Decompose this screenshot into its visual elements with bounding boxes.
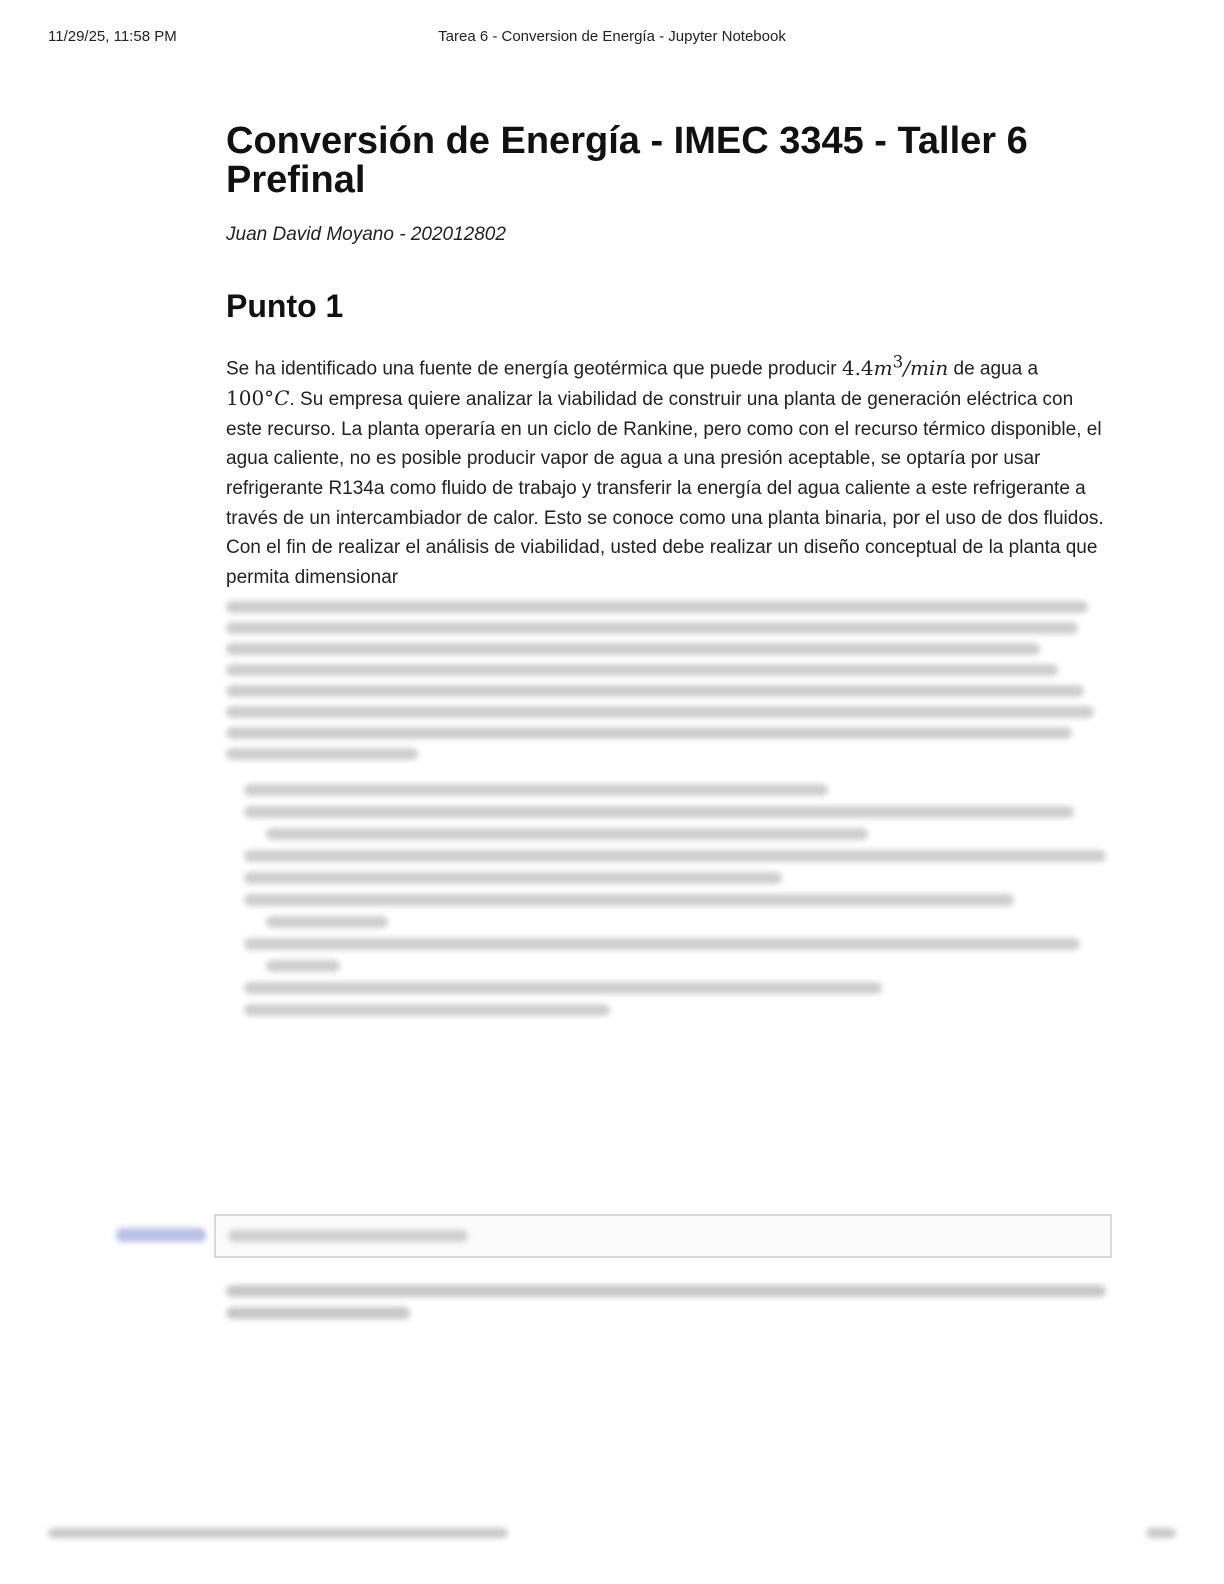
paragraph-text-3: . Su empresa quiere analizar la viabilidad de construir una planta de generación eléctrica con este recurso. La planta operaría en un ciclo de Rankine, pero como con el recurso térmico disponible, el agua caliente, no es posible producir vapor de agua a una presión aceptable, se optaría por usar refrigerante R134a como fluido de trabajo y transferir la energía del agua caliente a este refrigerante a través de un intercambiador de calor. Esto se conoce como una planta binaria, por el uso de dos fluidos. Con el fin de realizar el análisis de viabilidad, usted debe realizar un diseño conceptual de la planta que permita dimensionar — [226, 389, 1104, 588]
cell-prompt — [116, 1228, 206, 1242]
blurred-task-list — [226, 784, 1108, 1016]
print-header — [48, 28, 1176, 48]
code-line — [228, 1230, 468, 1242]
author-line: Juan David Moyano - 202012802 — [226, 224, 506, 245]
print-document-title: Tarea 6 - Conversion de Energía - Jupyter Notebook — [438, 28, 786, 45]
print-timestamp: 11/29/25, 11:58 PM — [48, 28, 177, 45]
flow-rate-math: $4.4m^3/\min$ — [841, 352, 949, 380]
paragraph-text-2: de agua a — [948, 358, 1039, 380]
notebook-content — [226, 122, 1108, 1026]
print-page-number — [1146, 1528, 1176, 1538]
print-footer-url — [48, 1528, 508, 1538]
cell-output — [226, 1276, 1106, 1329]
temperature-math: 100°C — [226, 386, 290, 411]
notebook-title: Conversión de Energía - IMEC 3345 - Taller 6 Prefinal — [226, 120, 1028, 201]
section-heading: Punto 1 — [226, 288, 344, 324]
print-footer — [48, 1524, 1176, 1542]
blurred-paragraph-continuation — [226, 601, 1108, 760]
code-cell[interactable] — [116, 1214, 1126, 1262]
code-editor[interactable] — [214, 1214, 1112, 1258]
problem-statement — [226, 347, 1108, 592]
paragraph-text-1: Se ha identificado una fuente de energía geotérmica que puede producir — [226, 358, 842, 380]
